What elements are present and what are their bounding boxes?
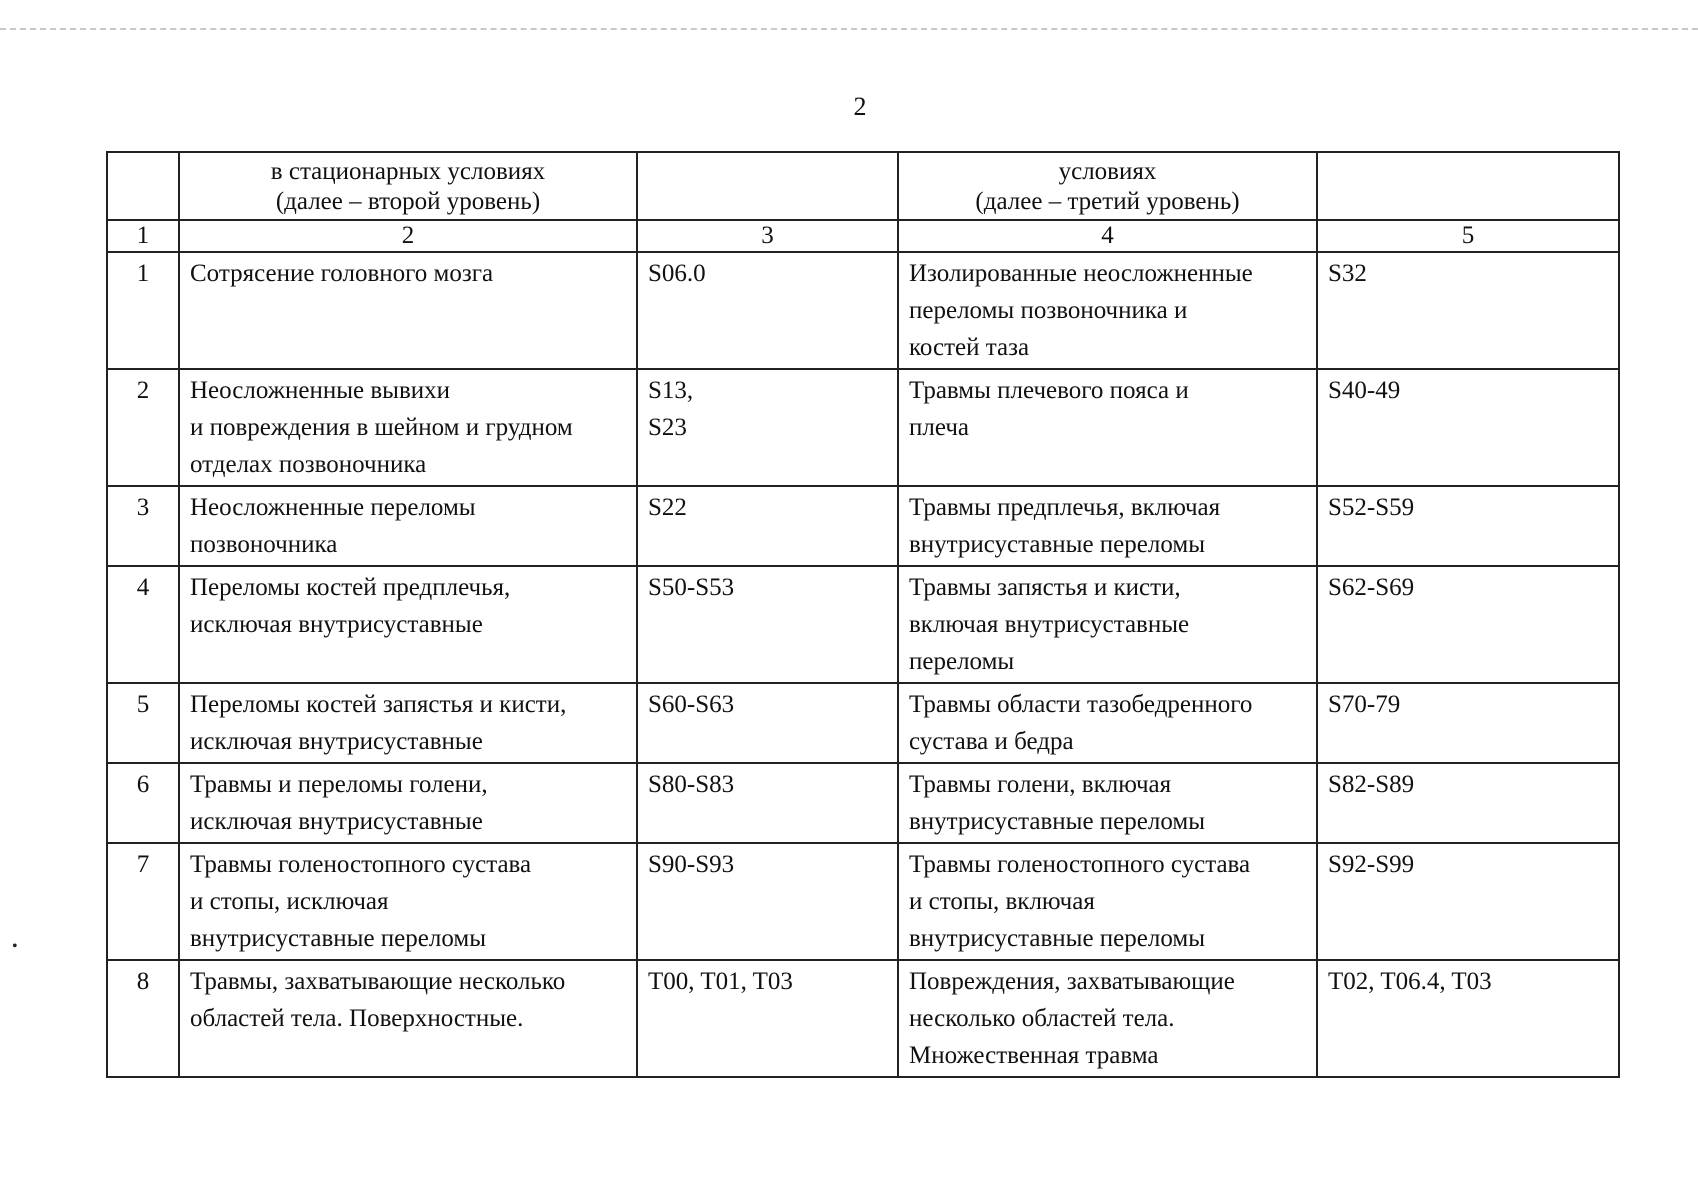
cell-line: Травмы голеностопного сустава — [190, 851, 532, 878]
header-cell-5 — [1317, 152, 1619, 220]
table-row — [107, 683, 1619, 763]
cell-line: внутрисуставные переломы — [909, 925, 1205, 952]
injury-name-level3 — [898, 960, 1317, 1077]
cell-line: отделах позвоночника — [190, 451, 427, 478]
table-row — [107, 843, 1619, 960]
injury-name-level2 — [179, 566, 637, 683]
cell-line: S70-79 — [1328, 691, 1401, 718]
icd-code-level2 — [637, 960, 898, 1077]
cell-line: Травмы голени, включая — [909, 771, 1172, 798]
table-row — [107, 252, 1619, 369]
cell-line: Травмы и переломы голени, — [190, 771, 488, 798]
cell-line: плеча — [909, 414, 969, 441]
icd-code-level3 — [1317, 566, 1619, 683]
cell-line: Множественная травма — [909, 1042, 1159, 1069]
injury-name-level3 — [898, 683, 1317, 763]
injury-name-level2 — [179, 763, 637, 843]
cell-line: S62-S69 — [1328, 574, 1415, 601]
cell-line: S40-49 — [1328, 377, 1401, 404]
cell-line: переломы — [909, 648, 1015, 675]
cell-line: исключая внутрисуставные — [190, 611, 483, 638]
cell-line: и стопы, включая — [909, 888, 1095, 915]
cell-line: Изолированные неосложненные — [909, 260, 1253, 287]
column-number: 4 — [898, 220, 1317, 252]
cell-line: сустава и бедра — [909, 728, 1074, 755]
cell-line: исключая внутрисуставные — [190, 728, 483, 755]
injury-name-level3 — [898, 843, 1317, 960]
table-row — [107, 763, 1619, 843]
column-number-row — [107, 220, 1619, 252]
header-row — [107, 152, 1619, 220]
cell-line: исключая внутрисуставные — [190, 808, 483, 835]
cell-line: Травмы, захватывающие несколько — [190, 968, 566, 995]
cell-line: Травмы голеностопного сустава — [909, 851, 1251, 878]
injury-name-level2 — [179, 960, 637, 1077]
cell-line: областей тела. Поверхностные. — [190, 1005, 524, 1032]
icd-code-level2 — [637, 566, 898, 683]
row-number: 1 — [107, 252, 179, 369]
cell-line: S13, — [648, 377, 694, 404]
header-line: условиях — [1058, 158, 1157, 185]
cell-line: S50-S53 — [648, 574, 735, 601]
cell-line: Неосложненные переломы — [190, 494, 476, 521]
icd-code-level3 — [1317, 252, 1619, 369]
icd-code-level3 — [1317, 763, 1619, 843]
column-number: 5 — [1317, 220, 1619, 252]
cell-line: S23 — [648, 414, 687, 441]
cell-line: T00, T01, T03 — [648, 968, 793, 995]
cell-line: S90-S93 — [648, 851, 735, 878]
icd-code-level3 — [1317, 486, 1619, 566]
injury-name-level2 — [179, 843, 637, 960]
injury-name-level2 — [179, 683, 637, 763]
icd-code-level3 — [1317, 960, 1619, 1077]
cell-line: Переломы костей запястья и кисти, — [190, 691, 567, 718]
icd-code-level3 — [1317, 683, 1619, 763]
injury-name-level3 — [898, 369, 1317, 486]
cell-line: S32 — [1328, 260, 1367, 287]
row-number: 7 — [107, 843, 179, 960]
row-number: 5 — [107, 683, 179, 763]
row-number: 6 — [107, 763, 179, 843]
row-number: 4 — [107, 566, 179, 683]
icd-code-level2 — [637, 843, 898, 960]
icd-code-level2 — [637, 683, 898, 763]
injury-name-level2 — [179, 252, 637, 369]
column-number: 2 — [179, 220, 637, 252]
table-row — [107, 566, 1619, 683]
scan-artifact-line — [0, 28, 1698, 30]
header-cell-3 — [637, 152, 898, 220]
injury-name-level3 — [898, 566, 1317, 683]
cell-line: S82-S89 — [1328, 771, 1415, 798]
cell-line: S06.0 — [648, 260, 706, 287]
column-number: 1 — [107, 220, 179, 252]
row-number: 3 — [107, 486, 179, 566]
cell-line: позвоночника — [190, 531, 338, 558]
cell-line: Неосложненные вывихи — [190, 377, 451, 404]
cell-line: T02, T06.4, T03 — [1328, 968, 1492, 995]
injury-name-level3 — [898, 252, 1317, 369]
header-cell-1 — [107, 152, 179, 220]
cell-line: несколько областей тела. — [909, 1005, 1175, 1032]
injury-table — [106, 151, 1620, 1078]
cell-line: Повреждения, захватывающие — [909, 968, 1235, 995]
cell-line: Травмы области тазобедренного — [909, 691, 1253, 718]
cell-line: и повреждения в шейном и грудном — [190, 414, 573, 441]
icd-code-level3 — [1317, 843, 1619, 960]
header-cell-2 — [179, 152, 637, 220]
cell-line: Переломы костей предплечья, — [190, 574, 511, 601]
cell-line: переломы позвоночника и — [909, 297, 1188, 324]
page-number: 2 — [853, 92, 867, 121]
table-row — [107, 960, 1619, 1077]
cell-line: S60-S63 — [648, 691, 735, 718]
cell-line: Сотрясение головного мозга — [190, 260, 494, 287]
cell-line: внутрисуставные переломы — [909, 531, 1205, 558]
injury-name-level3 — [898, 763, 1317, 843]
column-number: 3 — [637, 220, 898, 252]
cell-line: Травмы предплечья, включая — [909, 494, 1221, 521]
table-row — [107, 369, 1619, 486]
header-line: (далее – второй уровень) — [275, 188, 541, 215]
injury-name-level2 — [179, 486, 637, 566]
icd-code-level2 — [637, 252, 898, 369]
table-row — [107, 486, 1619, 566]
cell-line: внутрисуставные переломы — [909, 808, 1205, 835]
cell-line: включая внутрисуставные — [909, 611, 1190, 638]
cell-line: S92-S99 — [1328, 851, 1415, 878]
row-number: 2 — [107, 369, 179, 486]
header-cell-4 — [898, 152, 1317, 220]
icd-code-level2 — [637, 369, 898, 486]
injury-name-level2 — [179, 369, 637, 486]
cell-line: внутрисуставные переломы — [190, 925, 486, 952]
scan-speck: • — [12, 938, 18, 955]
cell-line: и стопы, исключая — [190, 888, 389, 915]
icd-code-level2 — [637, 486, 898, 566]
cell-line: S80-S83 — [648, 771, 735, 798]
cell-line: костей таза — [909, 334, 1030, 361]
icd-code-level3 — [1317, 369, 1619, 486]
cell-line: Травмы запястья и кисти, — [909, 574, 1181, 601]
cell-line: Травмы плечевого пояса и — [909, 377, 1189, 404]
icd-code-level2 — [637, 763, 898, 843]
injury-name-level3 — [898, 486, 1317, 566]
cell-line: S52-S59 — [1328, 494, 1415, 521]
header-line: (далее – третий уровень) — [975, 188, 1240, 215]
row-number: 8 — [107, 960, 179, 1077]
cell-line: S22 — [648, 494, 687, 521]
header-line: в стационарных условиях — [270, 158, 546, 185]
